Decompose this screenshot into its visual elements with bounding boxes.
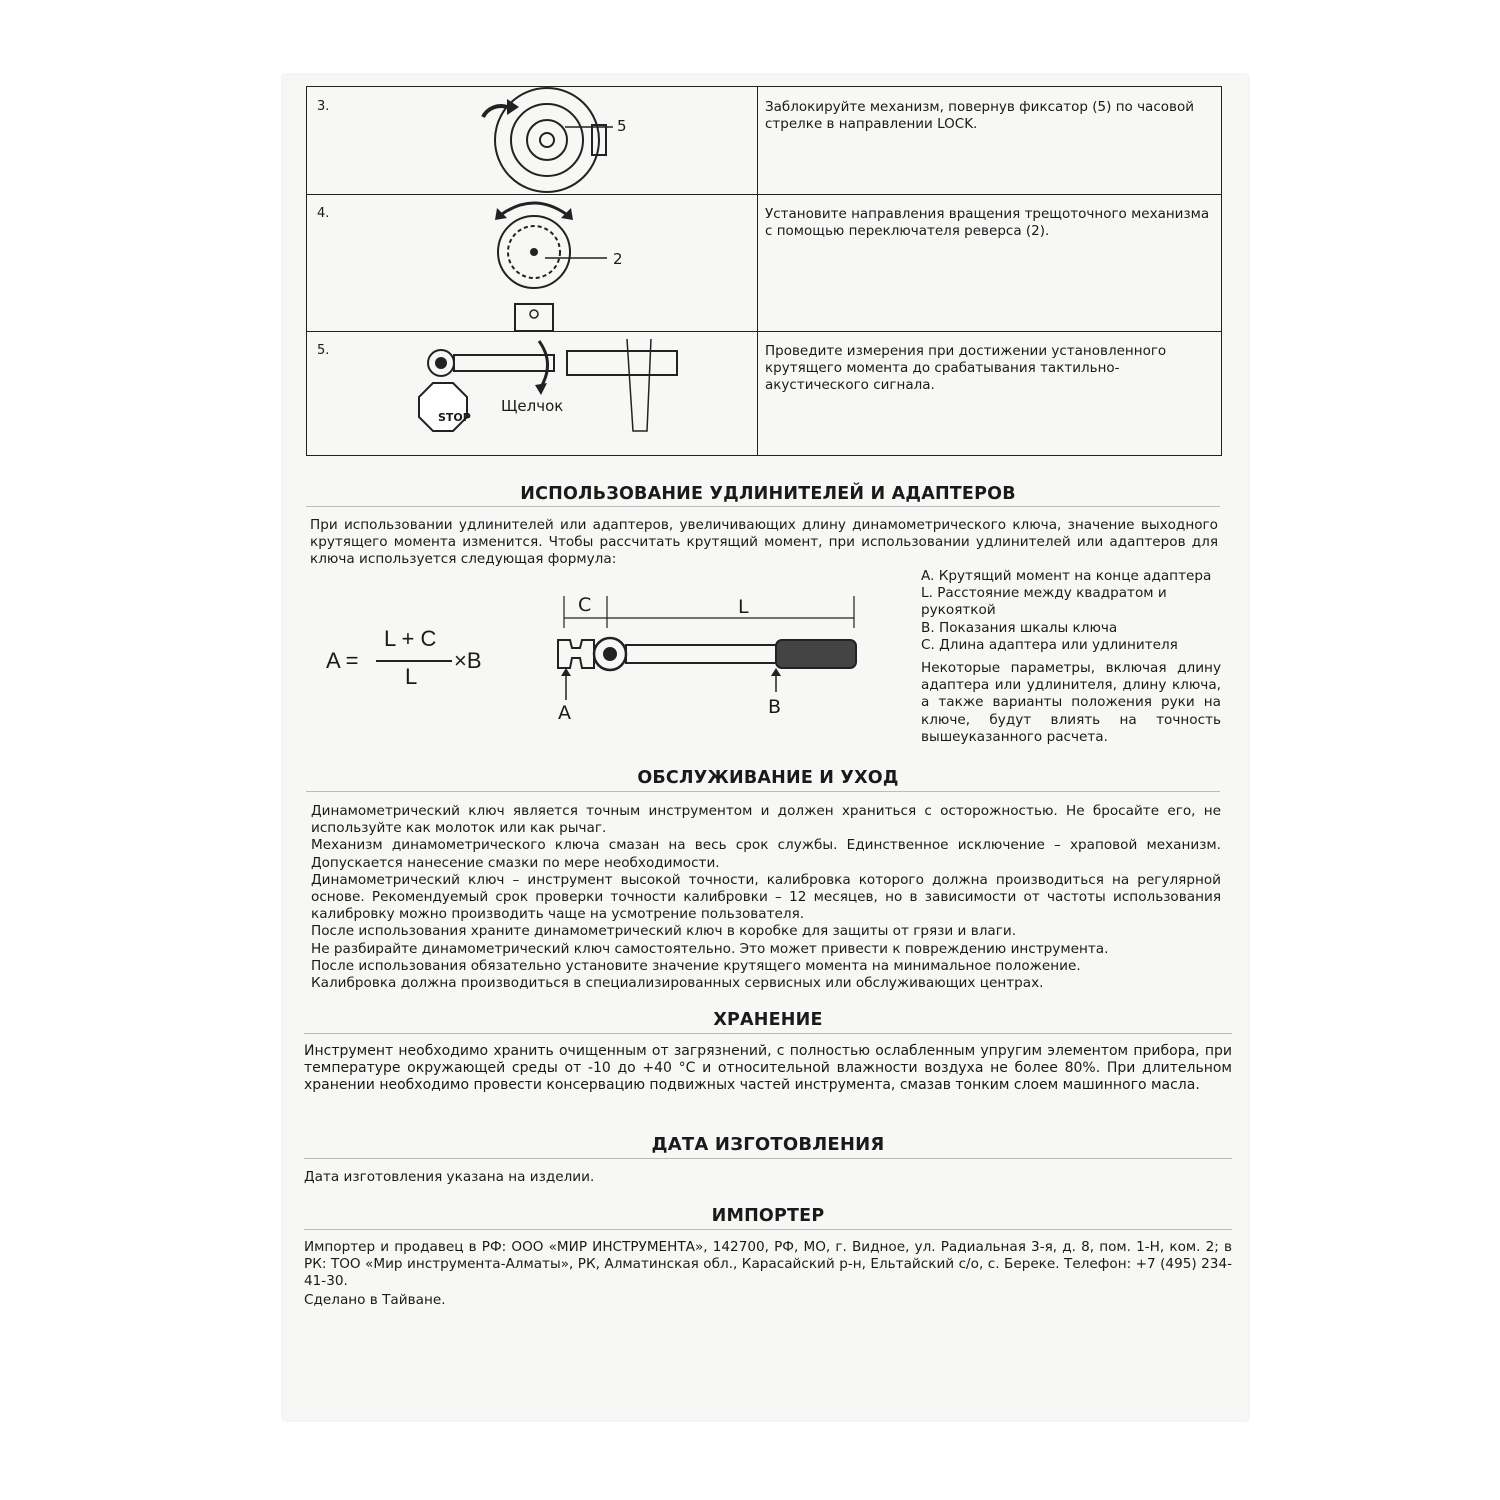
legend-item: L. Расстояние между квадратом и рукояткой: [921, 585, 1167, 619]
label-l: L: [738, 596, 749, 618]
divider: [306, 791, 1220, 792]
storage-text: Инструмент необходимо хранить очищенным от загрязнений, с полностью ослабленным упругим элементом прибора, при температуре окружающей среды от -10 до +40 °С и относительной влажности воздуха не более 80%. При длительном хранении необходимо провести консервацию подвижных частей инструмента, смазав тонким слоем машинного масла.: [304, 1043, 1232, 1094]
step-row-3: [307, 87, 1221, 195]
extension-diagram: [550, 588, 890, 728]
callout-5: 5: [617, 117, 627, 135]
made-in-text: Сделано в Тайване.: [304, 1292, 446, 1308]
importer-text: Импортер и продавец в РФ: ООО «МИР ИНСТРУМЕНТА», 142700, РФ, МО, г. Видное, ул. Радиальная 3-я, д. 8, пом. 1-Н, ком. 2; в РК: ТОО «Мир инструмента-Алматы», РК, Алматинская обл., Карасайский р-н, Ельтайский с/о, с. Береке. Телефон: +7 (495) 234-41-30.: [304, 1239, 1232, 1290]
step-number: 4.: [317, 206, 330, 221]
legend-item: C. Длина адаптера или удлинителя: [921, 636, 1178, 653]
formula-denominator: L: [405, 664, 418, 689]
callout-2: 2: [613, 250, 623, 268]
maintenance-paragraph: Динамометрический ключ является точным инструментом и должен храниться с осторожностью. Не бросайте его, не используйте как молоток или как рычаг.: [311, 803, 1221, 837]
steps-table: [306, 86, 1222, 456]
divider: [306, 506, 1220, 507]
step-number: 5.: [317, 343, 330, 358]
legend-note: Некоторые параметры, включая длину адаптера или удлинителя, длину ключа, а также варианты положения руки на ключе, будут влиять на точность вышеуказанного расчета.: [921, 660, 1221, 745]
maintenance-paragraph: Механизм динамометрического ключа смазан на весь срок службы. Единственное исключение – храповой механизм. Допускается нанесение смазки по мере необходимости.: [311, 837, 1221, 871]
manufacture-text: Дата изготовления указана на изделии.: [304, 1169, 595, 1185]
step-row-4: [307, 194, 1221, 332]
formula-legend: [921, 568, 1221, 746]
legend-item: A. Крутящий момент на конце адаптера: [921, 568, 1212, 584]
label-c: C: [578, 594, 592, 616]
maintenance-heading: ОБСЛУЖИВАНИЕ И УХОД: [637, 768, 899, 788]
step-number: 3.: [317, 99, 330, 114]
formula-times-b: ×B: [454, 648, 482, 673]
step-row-5: [307, 331, 1221, 455]
maintenance-paragraph: После использования обязательно установите значение крутящего момента на минимальное положение.: [311, 957, 1081, 974]
step-text: Установите направления вращения трещоточного механизма с помощью переключателя реверса (2).: [765, 206, 1210, 239]
reverse-switch-icon: [307, 194, 757, 331]
step-text: Заблокируйте механизм, повернув фиксатор (5) по часовой стрелке в направлении LOCK.: [765, 99, 1195, 132]
fraction-bar: [376, 660, 452, 662]
step-text: Проведите измерения при достижении установленного крутящего момента до срабатывания тактильно-акустического сигнала.: [765, 343, 1167, 393]
stop-label: STOP: [438, 411, 471, 424]
step-4-illustration: [307, 194, 758, 331]
click-label: Щелчок: [501, 397, 564, 415]
formula-a: A =: [326, 648, 359, 673]
divider: [304, 1229, 1232, 1230]
importer-heading: ИМПОРТЕР: [711, 1206, 825, 1226]
step-5-illustration: [307, 331, 758, 455]
maintenance-text: [311, 803, 1221, 992]
maintenance-paragraph: Калибровка должна производиться в специализированных сервисных или обслуживающих центрах.: [311, 975, 1044, 992]
lock-ratchet-icon: [307, 87, 757, 194]
extensions-heading: ИСПОЛЬЗОВАНИЕ УДЛИНИТЕЛЕЙ И АДАПТЕРОВ: [520, 484, 1016, 504]
legend-item: B. Показания шкалы ключа: [921, 619, 1118, 636]
adapter-wrench-icon: [550, 588, 890, 728]
click-wrench-icon: [307, 331, 757, 455]
divider: [304, 1033, 1232, 1034]
maintenance-paragraph: После использования храните динамометрический ключ в коробке для защиты от грязи и влаги.: [311, 923, 1017, 940]
formula-numerator: L + C: [384, 626, 437, 651]
maintenance-paragraph: Не разбирайте динамометрический ключ самостоятельно. Это может привести к повреждению инструмента.: [311, 940, 1109, 957]
label-b: B: [768, 696, 782, 718]
extensions-text: При использовании удлинителей или адаптеров, увеличивающих длину динамометрического ключа, значение выходного крутящего момента изменится. Чтобы рассчитать крутящий момент, при использовании удлинителей или адаптеров для ключа используется следующая формула:: [310, 517, 1218, 568]
torque-formula: [320, 620, 520, 700]
maintenance-paragraph: Динамометрический ключ – инструмент высокой точности, калибровка которого должна производиться на регулярной основе. Рекомендуемый срок проверки точности калибровки – 12 месяцев, но в зависимости от частоты использования калибровку можно производить чаще на усмотрение пользователя.: [311, 871, 1221, 923]
step-3-illustration: [307, 87, 758, 194]
storage-heading: ХРАНЕНИЕ: [713, 1010, 823, 1030]
manufacture-heading: ДАТА ИЗГОТОВЛЕНИЯ: [651, 1134, 885, 1155]
divider: [304, 1158, 1232, 1159]
label-a: A: [558, 702, 571, 724]
